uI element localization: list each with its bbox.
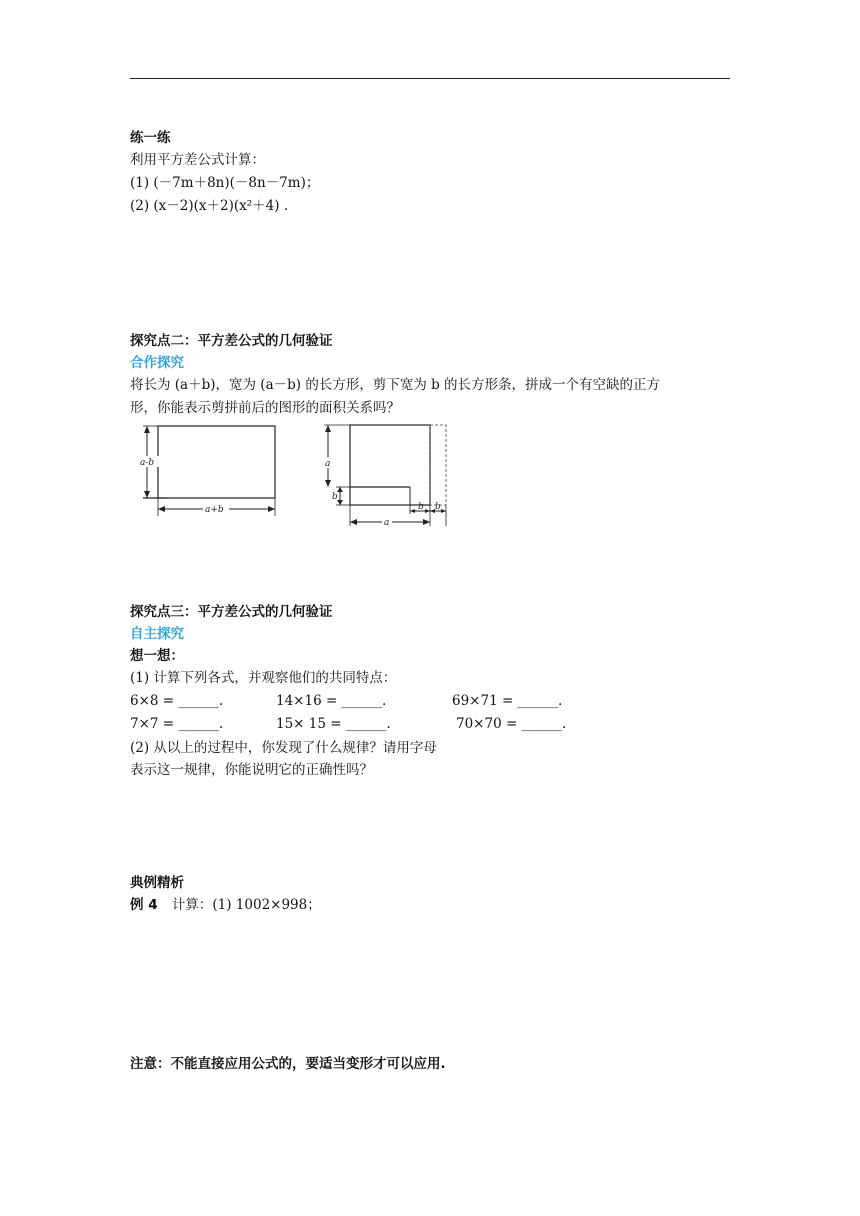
calc-70x70: 70×70 = ______. bbox=[456, 716, 567, 732]
point3-question-2a: (2) 从以上的过程中，你发现了什么规律？请用字母 bbox=[130, 740, 437, 756]
label-a-minus-b: a-b bbox=[140, 458, 155, 468]
label-a-horizontal: a bbox=[384, 518, 390, 528]
height-arrow-top bbox=[144, 426, 150, 433]
b1-arrow-right bbox=[425, 509, 430, 513]
b2-arrow-right bbox=[441, 509, 446, 513]
point2-text-1: 将长为 (a＋b)，宽为 (a－b) 的长方形，剪下宽为 b 的长方形条，拼成一个有空缺的正方 bbox=[130, 377, 661, 393]
note-text: 注意：不能直接应用公式的，要适当变形才可以应用. bbox=[130, 1056, 446, 1072]
a-h-arrow-right bbox=[423, 519, 430, 525]
width-arrow-right bbox=[268, 506, 275, 512]
point2-heading: 探究点二：平方差公式的几何验证 bbox=[130, 333, 333, 349]
think-heading: 想一想： bbox=[130, 648, 184, 664]
width-arrow-left bbox=[158, 506, 165, 512]
label-a-vertical: a bbox=[325, 459, 331, 469]
a-arrow-bottom bbox=[325, 480, 331, 487]
header-rule bbox=[130, 78, 730, 79]
example-label: 例 4 bbox=[130, 897, 158, 913]
point2-subheading: 合作探究 bbox=[130, 355, 184, 371]
practice-heading: 练一练 bbox=[130, 130, 171, 146]
calc-15x15: 15× 15 = ______. bbox=[276, 716, 391, 732]
square-outline bbox=[350, 425, 430, 505]
calc-69x71: 69×71 = ______. bbox=[452, 693, 563, 709]
calc-7x7: 7×7 = ______. bbox=[130, 716, 224, 732]
b-arrow-bottom bbox=[337, 500, 343, 505]
label-a-plus-b: a+b bbox=[205, 505, 224, 515]
point3-question-2b: 表示这一规律，你能说明它的正确性吗？ bbox=[130, 762, 373, 778]
label-b-vertical: b bbox=[332, 492, 338, 502]
a-h-arrow-left bbox=[350, 519, 357, 525]
point2-text-2: 形，你能表示剪拼前后的图形的面积关系吗？ bbox=[130, 400, 400, 416]
point3-heading: 探究点三：平方差公式的几何验证 bbox=[130, 604, 333, 620]
point3-question-1: (1) 计算下列各式，并观察他们的共同特点： bbox=[130, 670, 397, 686]
label-b-2: b bbox=[435, 502, 441, 512]
b-arrow-top bbox=[337, 487, 343, 492]
practice-question-2: (2) (x－2)(x＋2)(x²＋4) . bbox=[130, 198, 289, 214]
height-arrow-bottom bbox=[144, 491, 150, 498]
calc-14x16: 14×16 = ______. bbox=[276, 693, 387, 709]
a-arrow-top bbox=[325, 425, 331, 432]
example-heading: 典例精析 bbox=[130, 875, 184, 891]
rectangle-figure-before bbox=[135, 420, 285, 520]
example-text: 计算：(1) 1002×998； bbox=[171, 897, 321, 913]
practice-intro: 利用平方差公式计算： bbox=[130, 152, 265, 168]
calc-6x8: 6×8 = ______. bbox=[130, 693, 224, 709]
label-b-1: b bbox=[418, 502, 424, 512]
practice-question-1: (1) (－7m＋8n)(－8n－7m)； bbox=[130, 175, 320, 191]
b1-arrow-left bbox=[410, 509, 415, 513]
dashed-strip bbox=[430, 425, 446, 505]
square-figure-after bbox=[318, 420, 458, 530]
rectangle-outline bbox=[158, 426, 275, 498]
example-4 bbox=[130, 895, 321, 915]
point3-subheading: 自主探究 bbox=[130, 626, 184, 642]
